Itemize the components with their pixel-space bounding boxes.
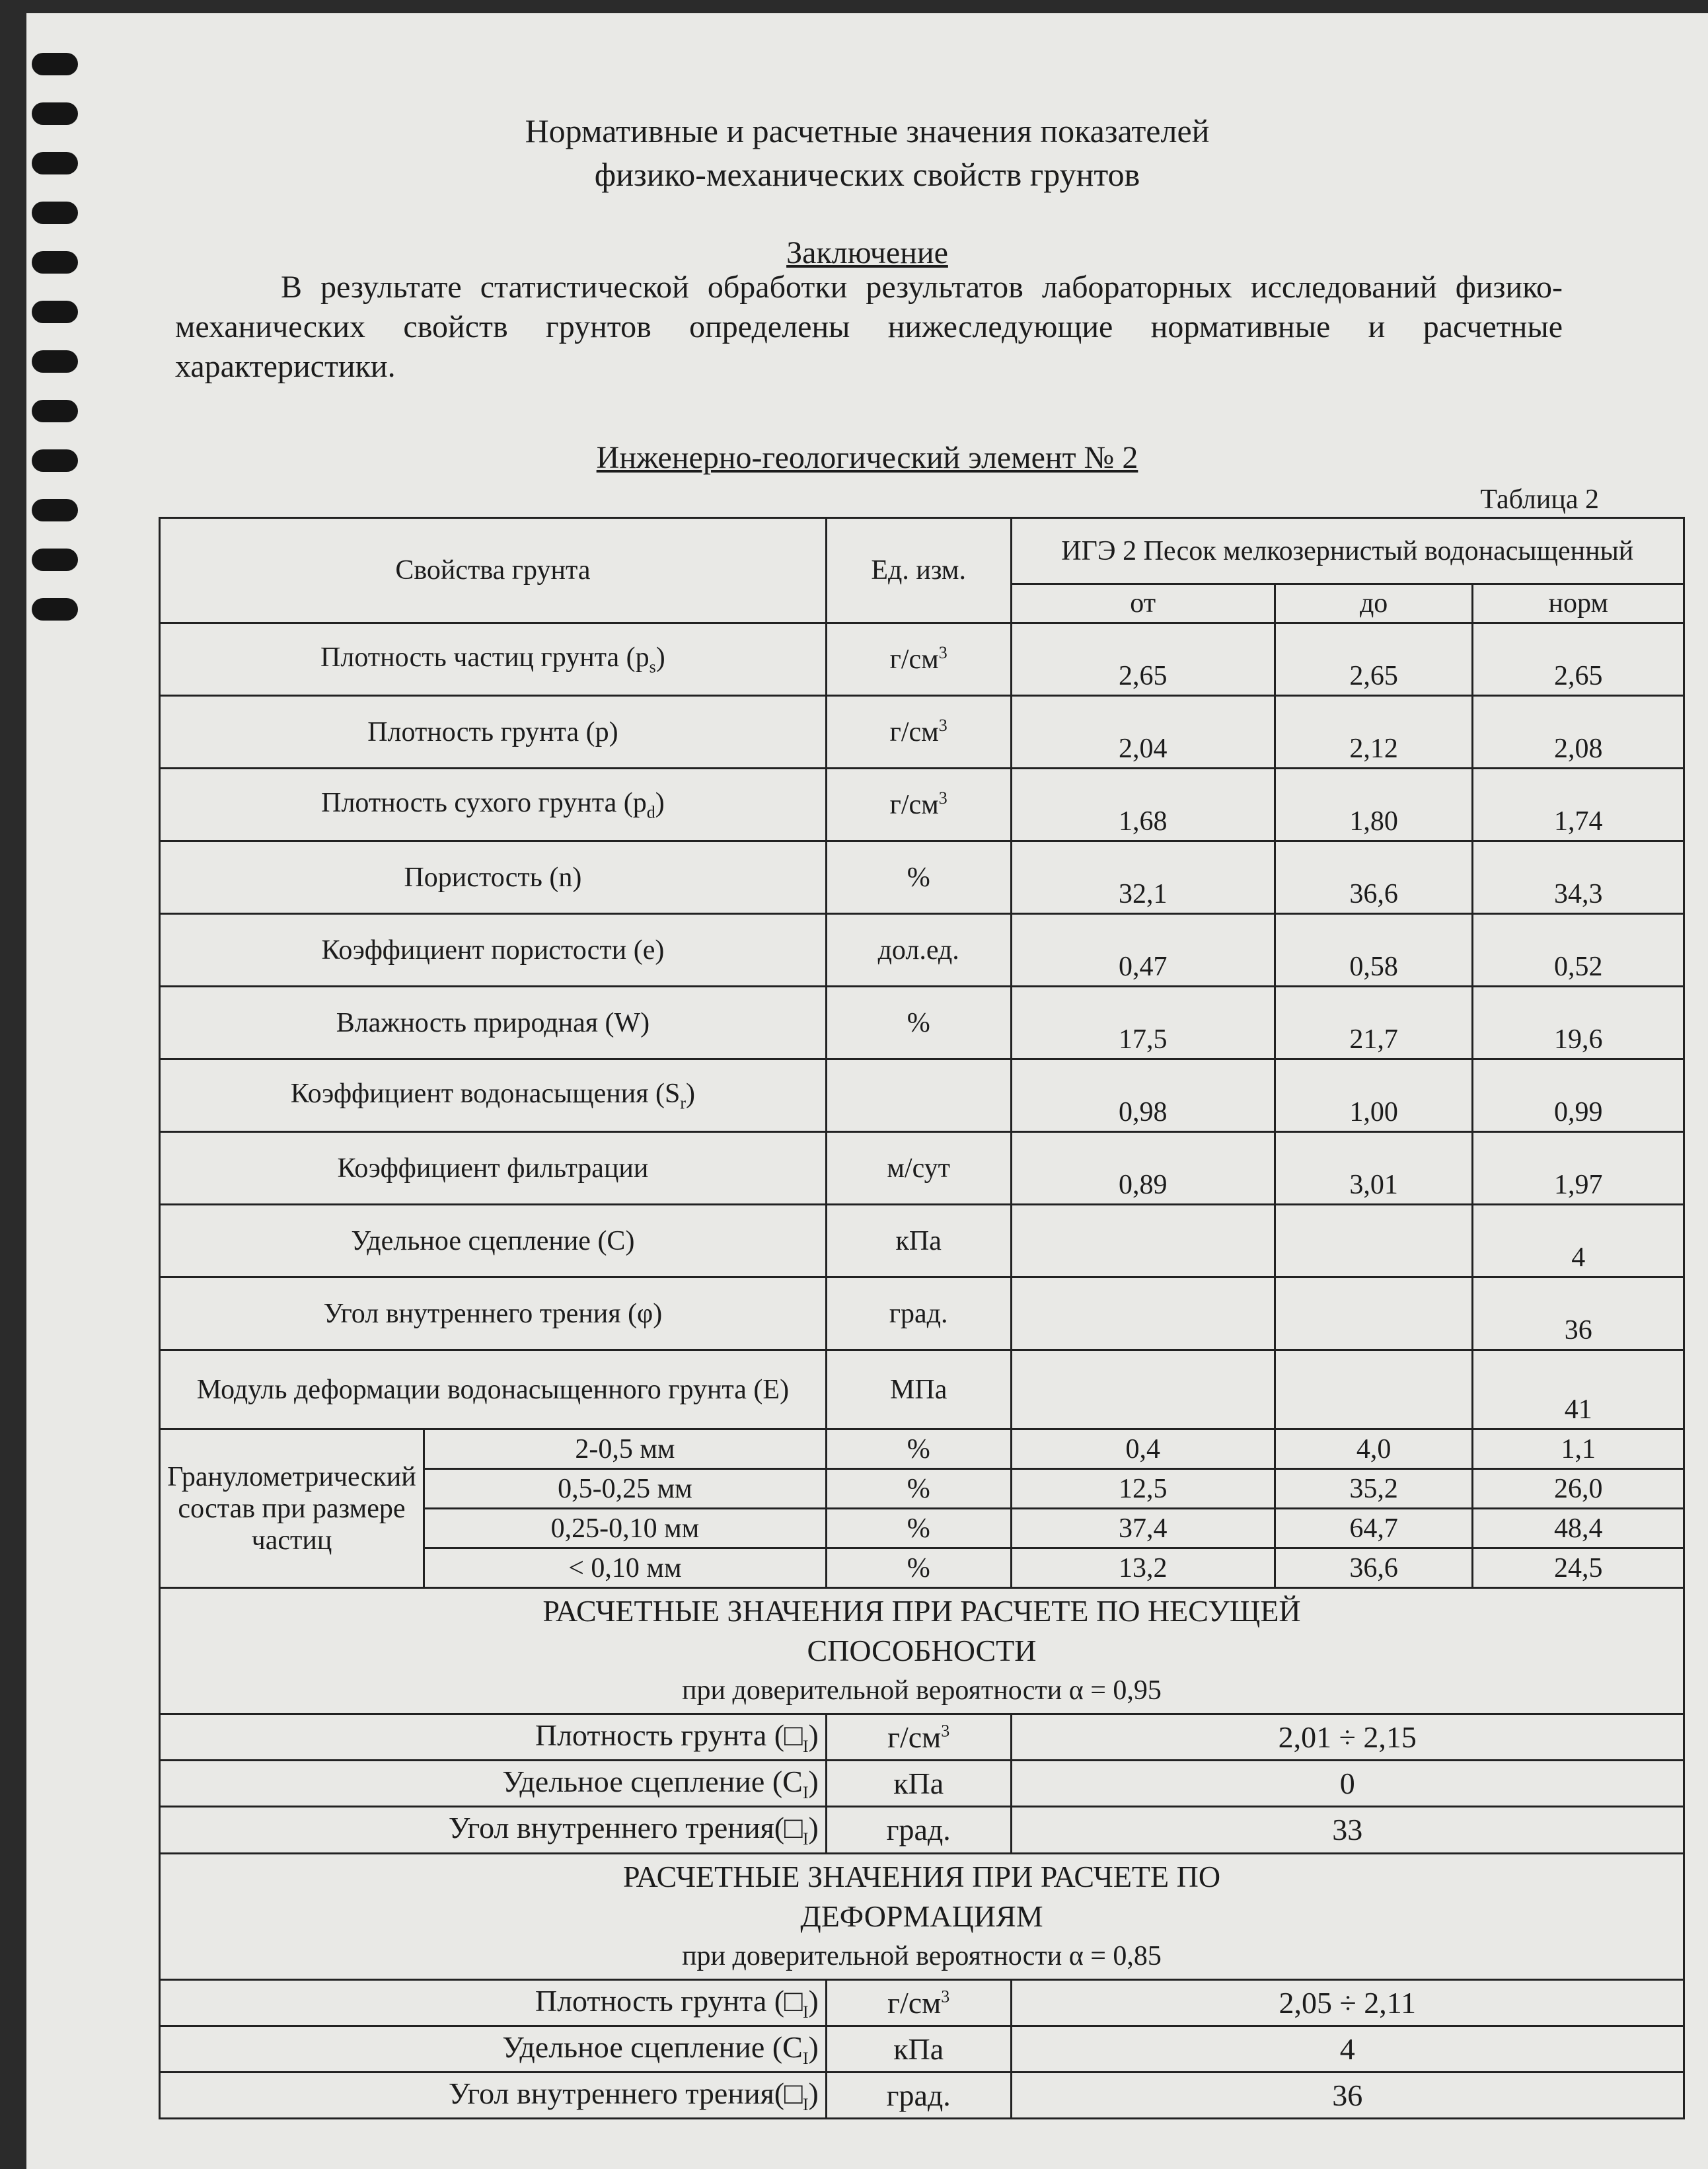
property-name bbox=[160, 914, 827, 987]
property-name-text: Плотность грунта (□ bbox=[535, 1718, 803, 1752]
unit-cell bbox=[826, 914, 1011, 987]
property-name-tail: ) bbox=[808, 2076, 819, 2110]
value-to: 36,6 bbox=[1275, 1548, 1473, 1588]
unit-text: град. bbox=[886, 1813, 951, 1847]
unit-cell bbox=[826, 1979, 1011, 2026]
property-name bbox=[160, 1979, 827, 2026]
particle-size: < 0,10 мм bbox=[424, 1548, 826, 1588]
property-name bbox=[160, 1059, 827, 1132]
value-norm: 0,52 bbox=[1473, 914, 1684, 987]
value-to: 4,0 bbox=[1275, 1429, 1473, 1469]
table-row bbox=[160, 1979, 1684, 2026]
unit-cell bbox=[826, 987, 1011, 1059]
binding-ring bbox=[32, 301, 78, 323]
property-name-tail: ) bbox=[808, 1811, 819, 1845]
property-name bbox=[160, 987, 827, 1059]
binding-ring bbox=[32, 400, 78, 422]
property-name bbox=[160, 623, 827, 696]
value-to: 36,6 bbox=[1275, 841, 1473, 914]
unit-superscript: 3 bbox=[941, 1987, 950, 2006]
property-name-tail: ) bbox=[808, 1718, 819, 1752]
property-name-text: Плотность частиц грунта (p bbox=[320, 642, 650, 673]
granulometry-label: Гранулометрический состав при размере частиц bbox=[160, 1429, 424, 1588]
unit-cell bbox=[826, 623, 1011, 696]
property-subscript: r bbox=[680, 1093, 687, 1113]
header-ige: ИГЭ 2 Песок мелкозернистый водонасыщенный bbox=[1011, 518, 1684, 584]
table-row bbox=[160, 914, 1684, 987]
value-from: 0,98 bbox=[1011, 1059, 1275, 1132]
value-from: 17,5 bbox=[1011, 987, 1275, 1059]
property-name-text: Коэффициент водонасыщения (S bbox=[290, 1078, 681, 1109]
unit-cell bbox=[826, 1059, 1011, 1132]
calculated-value: 0 bbox=[1011, 1761, 1684, 1807]
binding-ring bbox=[32, 350, 78, 373]
binding-ring bbox=[32, 549, 78, 571]
value-to: 64,7 bbox=[1275, 1509, 1473, 1548]
table-row bbox=[160, 1350, 1684, 1429]
value-to: 21,7 bbox=[1275, 987, 1473, 1059]
probability-note: при доверительной вероятности α = 0,85 bbox=[682, 1940, 1162, 1971]
property-name-text: Угол внутреннего трения(□ bbox=[448, 2076, 803, 2110]
unit-cell bbox=[826, 1807, 1011, 1853]
property-name-text: Удельное сцепление (C bbox=[502, 1765, 803, 1799]
table-row bbox=[160, 987, 1684, 1059]
intro-paragraph: В результате статистической обработки результатов лабораторных исследований физико-механических свойств грунтов определены нижеследующие нормативные и расчетные характеристики. bbox=[175, 270, 1563, 384]
binding-ring bbox=[32, 53, 78, 75]
value-from: 0,4 bbox=[1011, 1429, 1275, 1469]
property-name-text: Коэффициент фильтрации bbox=[337, 1153, 649, 1184]
header-from: от bbox=[1011, 584, 1275, 623]
table-row bbox=[160, 1132, 1684, 1205]
value-from: 37,4 bbox=[1011, 1509, 1275, 1548]
unit-text: г/см bbox=[887, 1720, 942, 1755]
soil-properties-table bbox=[159, 517, 1685, 2119]
value-to: 2,12 bbox=[1275, 696, 1473, 769]
unit-text: г/см bbox=[887, 1985, 942, 2020]
property-name-tail: ) bbox=[808, 2030, 819, 2064]
unit-cell bbox=[826, 769, 1011, 841]
element-heading: Инженерно-геологический элемент № 2 bbox=[596, 440, 1138, 475]
value-to: 2,65 bbox=[1275, 623, 1473, 696]
table-row bbox=[160, 623, 1684, 696]
probability-note: при доверительной вероятности α = 0,95 bbox=[682, 1675, 1162, 1706]
property-name bbox=[160, 1714, 827, 1761]
value-to: 35,2 bbox=[1275, 1469, 1473, 1509]
table-row bbox=[160, 1714, 1684, 1761]
value-from: 12,5 bbox=[1011, 1469, 1275, 1509]
table-row bbox=[160, 1429, 1684, 1469]
value-to bbox=[1275, 1277, 1473, 1350]
value-to: 0,58 bbox=[1275, 914, 1473, 987]
unit-text: % bbox=[907, 1007, 930, 1038]
bearing-capacity-heading bbox=[160, 1588, 1684, 1714]
table-row bbox=[160, 1205, 1684, 1277]
property-subscript: d bbox=[646, 802, 655, 822]
unit-cell bbox=[826, 1277, 1011, 1350]
property-name bbox=[160, 1205, 827, 1277]
property-name bbox=[160, 1132, 827, 1205]
value-from: 2,04 bbox=[1011, 696, 1275, 769]
unit-text: % bbox=[907, 862, 930, 893]
value-to: 3,01 bbox=[1275, 1132, 1473, 1205]
unit-superscript: 3 bbox=[938, 788, 947, 808]
value-to: 1,80 bbox=[1275, 769, 1473, 841]
bearing-capacity-heading-row bbox=[160, 1588, 1684, 1714]
deformation-heading bbox=[160, 1853, 1684, 1979]
unit-text: г/см bbox=[889, 644, 939, 675]
value-norm: 1,97 bbox=[1473, 1132, 1684, 1205]
value-from: 0,89 bbox=[1011, 1132, 1275, 1205]
deformation-heading-row bbox=[160, 1853, 1684, 1979]
unit-text: г/см bbox=[889, 717, 939, 747]
property-name bbox=[160, 1277, 827, 1350]
property-name-text: Плотность сухого грунта (p bbox=[321, 787, 647, 818]
document-page bbox=[26, 13, 1708, 2169]
property-name bbox=[160, 2072, 827, 2118]
table-row bbox=[160, 841, 1684, 914]
table-label: Таблица 2 bbox=[1480, 484, 1599, 515]
header-to: до bbox=[1275, 584, 1473, 623]
property-subscript: I bbox=[802, 1783, 809, 1803]
unit-cell bbox=[826, 1350, 1011, 1429]
property-name-tail: ) bbox=[808, 1765, 819, 1799]
unit-cell bbox=[826, 1132, 1011, 1205]
unit-superscript: 3 bbox=[938, 643, 947, 662]
table-row bbox=[160, 1277, 1684, 1350]
document-title bbox=[26, 109, 1708, 196]
value-norm: 24,5 bbox=[1473, 1548, 1684, 1588]
property-name-tail: ) bbox=[655, 787, 665, 818]
table-row bbox=[160, 1807, 1684, 1853]
value-norm: 41 bbox=[1473, 1350, 1684, 1429]
unit-text: МПа bbox=[890, 1374, 947, 1405]
property-name-text: Пористость (n) bbox=[404, 862, 582, 893]
particle-size: 0,5-0,25 мм bbox=[424, 1469, 826, 1509]
unit-text: м/сут bbox=[887, 1153, 951, 1184]
table-row bbox=[160, 2026, 1684, 2072]
property-name-text: Угол внутреннего трения(□ bbox=[448, 1811, 803, 1845]
value-norm: 1,74 bbox=[1473, 769, 1684, 841]
property-name bbox=[160, 841, 827, 914]
unit-text: дол.ед. bbox=[877, 934, 959, 966]
unit-superscript: 3 bbox=[938, 716, 947, 735]
heading-line-1: РАСЧЕТНЫЕ ЗНАЧЕНИЯ ПРИ РАСЧЕТЕ ПО bbox=[622, 1859, 1221, 1893]
header-unit: Ед. изм. bbox=[826, 518, 1011, 623]
property-name bbox=[160, 1350, 827, 1429]
calculated-value: 4 bbox=[1011, 2026, 1684, 2072]
calculated-value: 2,05 ÷ 2,11 bbox=[1011, 1979, 1684, 2026]
property-name bbox=[160, 2026, 827, 2072]
header-property: Свойства грунта bbox=[160, 518, 827, 623]
value-from bbox=[1011, 1350, 1275, 1429]
binding-ring bbox=[32, 598, 78, 621]
unit-cell bbox=[826, 2072, 1011, 2118]
unit-text: г/см bbox=[889, 790, 939, 820]
table-row bbox=[160, 1761, 1684, 1807]
unit-cell bbox=[826, 841, 1011, 914]
property-name-text: Влажность природная (W) bbox=[336, 1007, 650, 1038]
property-name-text: Модуль деформации водонасыщенного грунта (Е) bbox=[196, 1374, 790, 1405]
calculated-value: 2,01 ÷ 2,15 bbox=[1011, 1714, 1684, 1761]
value-from: 0,47 bbox=[1011, 914, 1275, 987]
property-subscript: I bbox=[802, 2002, 809, 2022]
value-from: 1,68 bbox=[1011, 769, 1275, 841]
value-norm: 34,3 bbox=[1473, 841, 1684, 914]
property-name-text: Удельное сцепление (С) bbox=[351, 1225, 635, 1256]
value-norm: 2,08 bbox=[1473, 696, 1684, 769]
value-norm: 0,99 bbox=[1473, 1059, 1684, 1132]
property-name-tail: ) bbox=[655, 642, 665, 673]
value-norm: 1,1 bbox=[1473, 1429, 1684, 1469]
unit-text: град. bbox=[886, 2078, 951, 2113]
value-norm: 4 bbox=[1473, 1205, 1684, 1277]
property-name-tail: ) bbox=[686, 1078, 696, 1109]
unit-cell bbox=[826, 1761, 1011, 1807]
conclusion-heading: Заключение bbox=[786, 235, 948, 270]
table-row bbox=[160, 2072, 1684, 2118]
property-name bbox=[160, 1761, 827, 1807]
unit-cell: % bbox=[826, 1509, 1011, 1548]
calculated-value: 36 bbox=[1011, 2072, 1684, 2118]
unit-text: кПа bbox=[893, 1767, 944, 1801]
heading-line-2: ДЕФОРМАЦИЯМ bbox=[800, 1899, 1043, 1933]
value-norm: 48,4 bbox=[1473, 1509, 1684, 1548]
value-norm: 19,6 bbox=[1473, 987, 1684, 1059]
value-to: 1,00 bbox=[1275, 1059, 1473, 1132]
property-subscript: s bbox=[649, 657, 656, 677]
calculated-value: 33 bbox=[1011, 1807, 1684, 1853]
property-name-text: Коэффициент пористости (e) bbox=[321, 934, 665, 966]
unit-cell bbox=[826, 2026, 1011, 2072]
property-name-text: Плотность грунта (□ bbox=[535, 1983, 803, 2018]
title-line-1: Нормативные и расчетные значения показателей bbox=[525, 112, 1210, 149]
value-norm: 2,65 bbox=[1473, 623, 1684, 696]
unit-text: кПа bbox=[893, 2032, 944, 2066]
table-row bbox=[160, 696, 1684, 769]
unit-cell: % bbox=[826, 1429, 1011, 1469]
unit-superscript: 3 bbox=[941, 1721, 950, 1741]
value-from: 32,1 bbox=[1011, 841, 1275, 914]
particle-size: 0,25-0,10 мм bbox=[424, 1509, 826, 1548]
value-to bbox=[1275, 1205, 1473, 1277]
value-norm: 26,0 bbox=[1473, 1469, 1684, 1509]
property-subscript: I bbox=[802, 1737, 809, 1757]
unit-cell bbox=[826, 696, 1011, 769]
value-from bbox=[1011, 1205, 1275, 1277]
unit-cell bbox=[826, 1714, 1011, 1761]
heading-line-1: РАСЧЕТНЫЕ ЗНАЧЕНИЯ ПРИ РАСЧЕТЕ ПО НЕСУЩЕЙ bbox=[542, 1594, 1301, 1628]
title-line-2: физико-механических свойств грунтов bbox=[594, 156, 1140, 193]
binding-ring bbox=[32, 499, 78, 521]
unit-cell: % bbox=[826, 1548, 1011, 1588]
property-subscript: I bbox=[802, 2095, 809, 2115]
property-name-text: Удельное сцепление (C bbox=[502, 2030, 803, 2064]
value-from: 2,65 bbox=[1011, 623, 1275, 696]
value-to bbox=[1275, 1350, 1473, 1429]
table-row bbox=[160, 769, 1684, 841]
property-name bbox=[160, 1807, 827, 1853]
property-name bbox=[160, 696, 827, 769]
particle-size: 2-0,5 мм bbox=[424, 1429, 826, 1469]
table-row bbox=[160, 1059, 1684, 1132]
property-name bbox=[160, 769, 827, 841]
property-subscript: I bbox=[802, 1829, 809, 1849]
value-from bbox=[1011, 1277, 1275, 1350]
property-name-text: Угол внутреннего трения (φ) bbox=[323, 1298, 663, 1329]
property-subscript: I bbox=[802, 2048, 809, 2068]
value-norm: 36 bbox=[1473, 1277, 1684, 1350]
property-name-tail: ) bbox=[808, 1983, 819, 2018]
unit-cell: % bbox=[826, 1469, 1011, 1509]
unit-text: кПа bbox=[895, 1225, 942, 1256]
header-norm: норм bbox=[1473, 584, 1684, 623]
binding-ring bbox=[32, 202, 78, 224]
value-from: 13,2 bbox=[1011, 1548, 1275, 1588]
property-name-text: Плотность грунта (p) bbox=[367, 716, 618, 747]
unit-cell bbox=[826, 1205, 1011, 1277]
unit-text: град. bbox=[889, 1298, 948, 1329]
heading-line-2: СПОСОБНОСТИ bbox=[807, 1634, 1037, 1667]
